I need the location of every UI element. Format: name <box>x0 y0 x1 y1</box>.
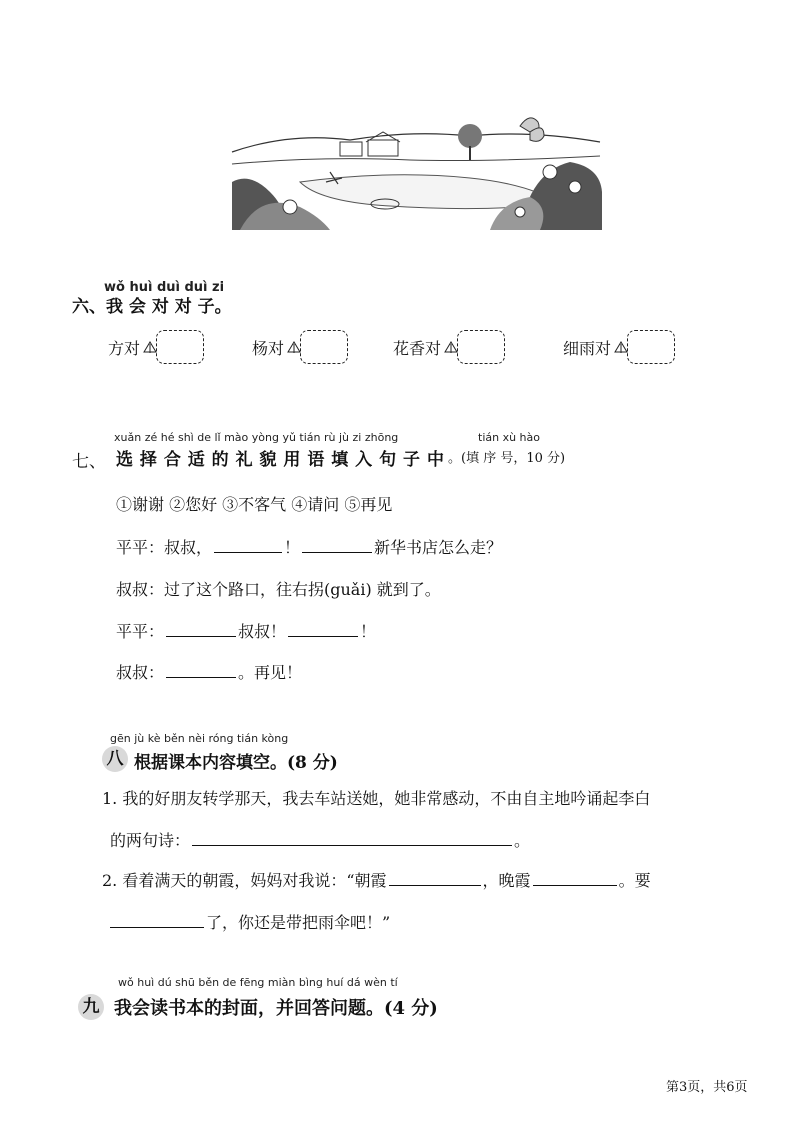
s7-options: ①谢谢 ②您好 ③不客气 ④请问 ⑤再见 <box>116 495 393 514</box>
s7-pinyin-tail: tián xù hào <box>478 431 540 444</box>
s8-pinyin: gēn jù kè běn nèi róng tián kòng <box>110 732 289 745</box>
s9-title: 我会读书本的封面，并回答问题。(4 分) <box>114 998 438 1019</box>
s8-q2-line2 <box>108 910 390 933</box>
pair-item <box>393 330 505 364</box>
answer-blank[interactable] <box>192 829 512 846</box>
landscape-illustration <box>230 112 602 230</box>
answer-box[interactable] <box>457 330 505 364</box>
s9-pinyin: wǒ huì dú shū běn de fēng miàn bìng huí dá wèn tí <box>118 976 398 989</box>
s7-number: 七、 <box>72 452 106 472</box>
answer-blank[interactable] <box>389 869 481 886</box>
question-text: 。要 <box>618 871 651 890</box>
s6-title: 六、我 会 对 对 子。 <box>72 297 232 317</box>
dialogue-text: 新华书店怎么走？ <box>374 538 503 557</box>
dialogue-text: ！ <box>284 538 301 557</box>
dialogue-line <box>116 660 302 683</box>
pair-label: 方对 <box>108 338 141 358</box>
s8-badge: 八 <box>102 746 128 772</box>
dialogue-line: 叔叔：过了这个路口，往右拐(guǎi) 就到了。 <box>116 580 441 599</box>
answer-blank[interactable] <box>166 661 236 678</box>
pair-label: 花香对 <box>393 338 442 358</box>
dialogue-line <box>116 619 376 642</box>
answer-blank[interactable] <box>533 869 617 886</box>
answer-blank[interactable] <box>110 911 204 928</box>
pair-item <box>563 330 675 364</box>
answer-box[interactable] <box>627 330 675 364</box>
answer-blank[interactable] <box>288 620 358 637</box>
dialogue-text: 。再见！ <box>238 663 303 682</box>
s8-title: 根据课本内容填空。(8 分) <box>134 753 338 773</box>
dialogue-line <box>116 535 502 558</box>
dialogue-text: 平平： <box>116 622 165 641</box>
answer-blank[interactable] <box>166 620 236 637</box>
s8-q1: 1. 我的好朋友转学那天，我去车站送她，她非常感动，不由自主地吟诵起李白 <box>102 789 651 808</box>
dialogue-text: 叔叔！ <box>238 622 287 641</box>
question-text: 。 <box>514 831 531 850</box>
s8-q1-line2 <box>110 828 530 851</box>
s7-title: 选 择 合 适 的 礼 貌 用 语 填 入 句 子 中 <box>116 450 445 470</box>
s8-q2 <box>102 868 651 891</box>
s7-note: 。(填 序 号，10 分) <box>448 451 566 466</box>
answer-box[interactable] <box>156 330 204 364</box>
question-text: 了，你还是带把雨伞吧！” <box>206 913 391 932</box>
pair-label: 杨对 <box>252 338 285 358</box>
s9-badge: 九 <box>78 994 104 1020</box>
question-text: 的两句诗： <box>110 831 191 850</box>
answer-box[interactable] <box>300 330 348 364</box>
answer-blank[interactable] <box>214 536 282 553</box>
dialogue-text: 平平：叔叔， <box>116 538 213 557</box>
s7-pinyin: xuǎn zé hé shì de lǐ mào yòng yǔ tián rù jù zi zhōng <box>114 431 399 444</box>
pair-item <box>252 330 348 364</box>
dialogue-text: 叔叔： <box>116 663 165 682</box>
s6-pinyin: wǒ huì duì duì zi <box>104 280 225 295</box>
question-text: 2. 看着满天的朝霞，妈妈对我说：“朝霞 <box>102 871 387 890</box>
pair-label: 细雨对 <box>563 338 612 358</box>
answer-blank[interactable] <box>302 536 372 553</box>
dialogue-text: ！ <box>360 622 377 641</box>
page-number: 第3页，共6页 <box>666 1080 748 1095</box>
question-text: ，晚霞 <box>482 871 531 890</box>
pair-item <box>108 330 204 364</box>
